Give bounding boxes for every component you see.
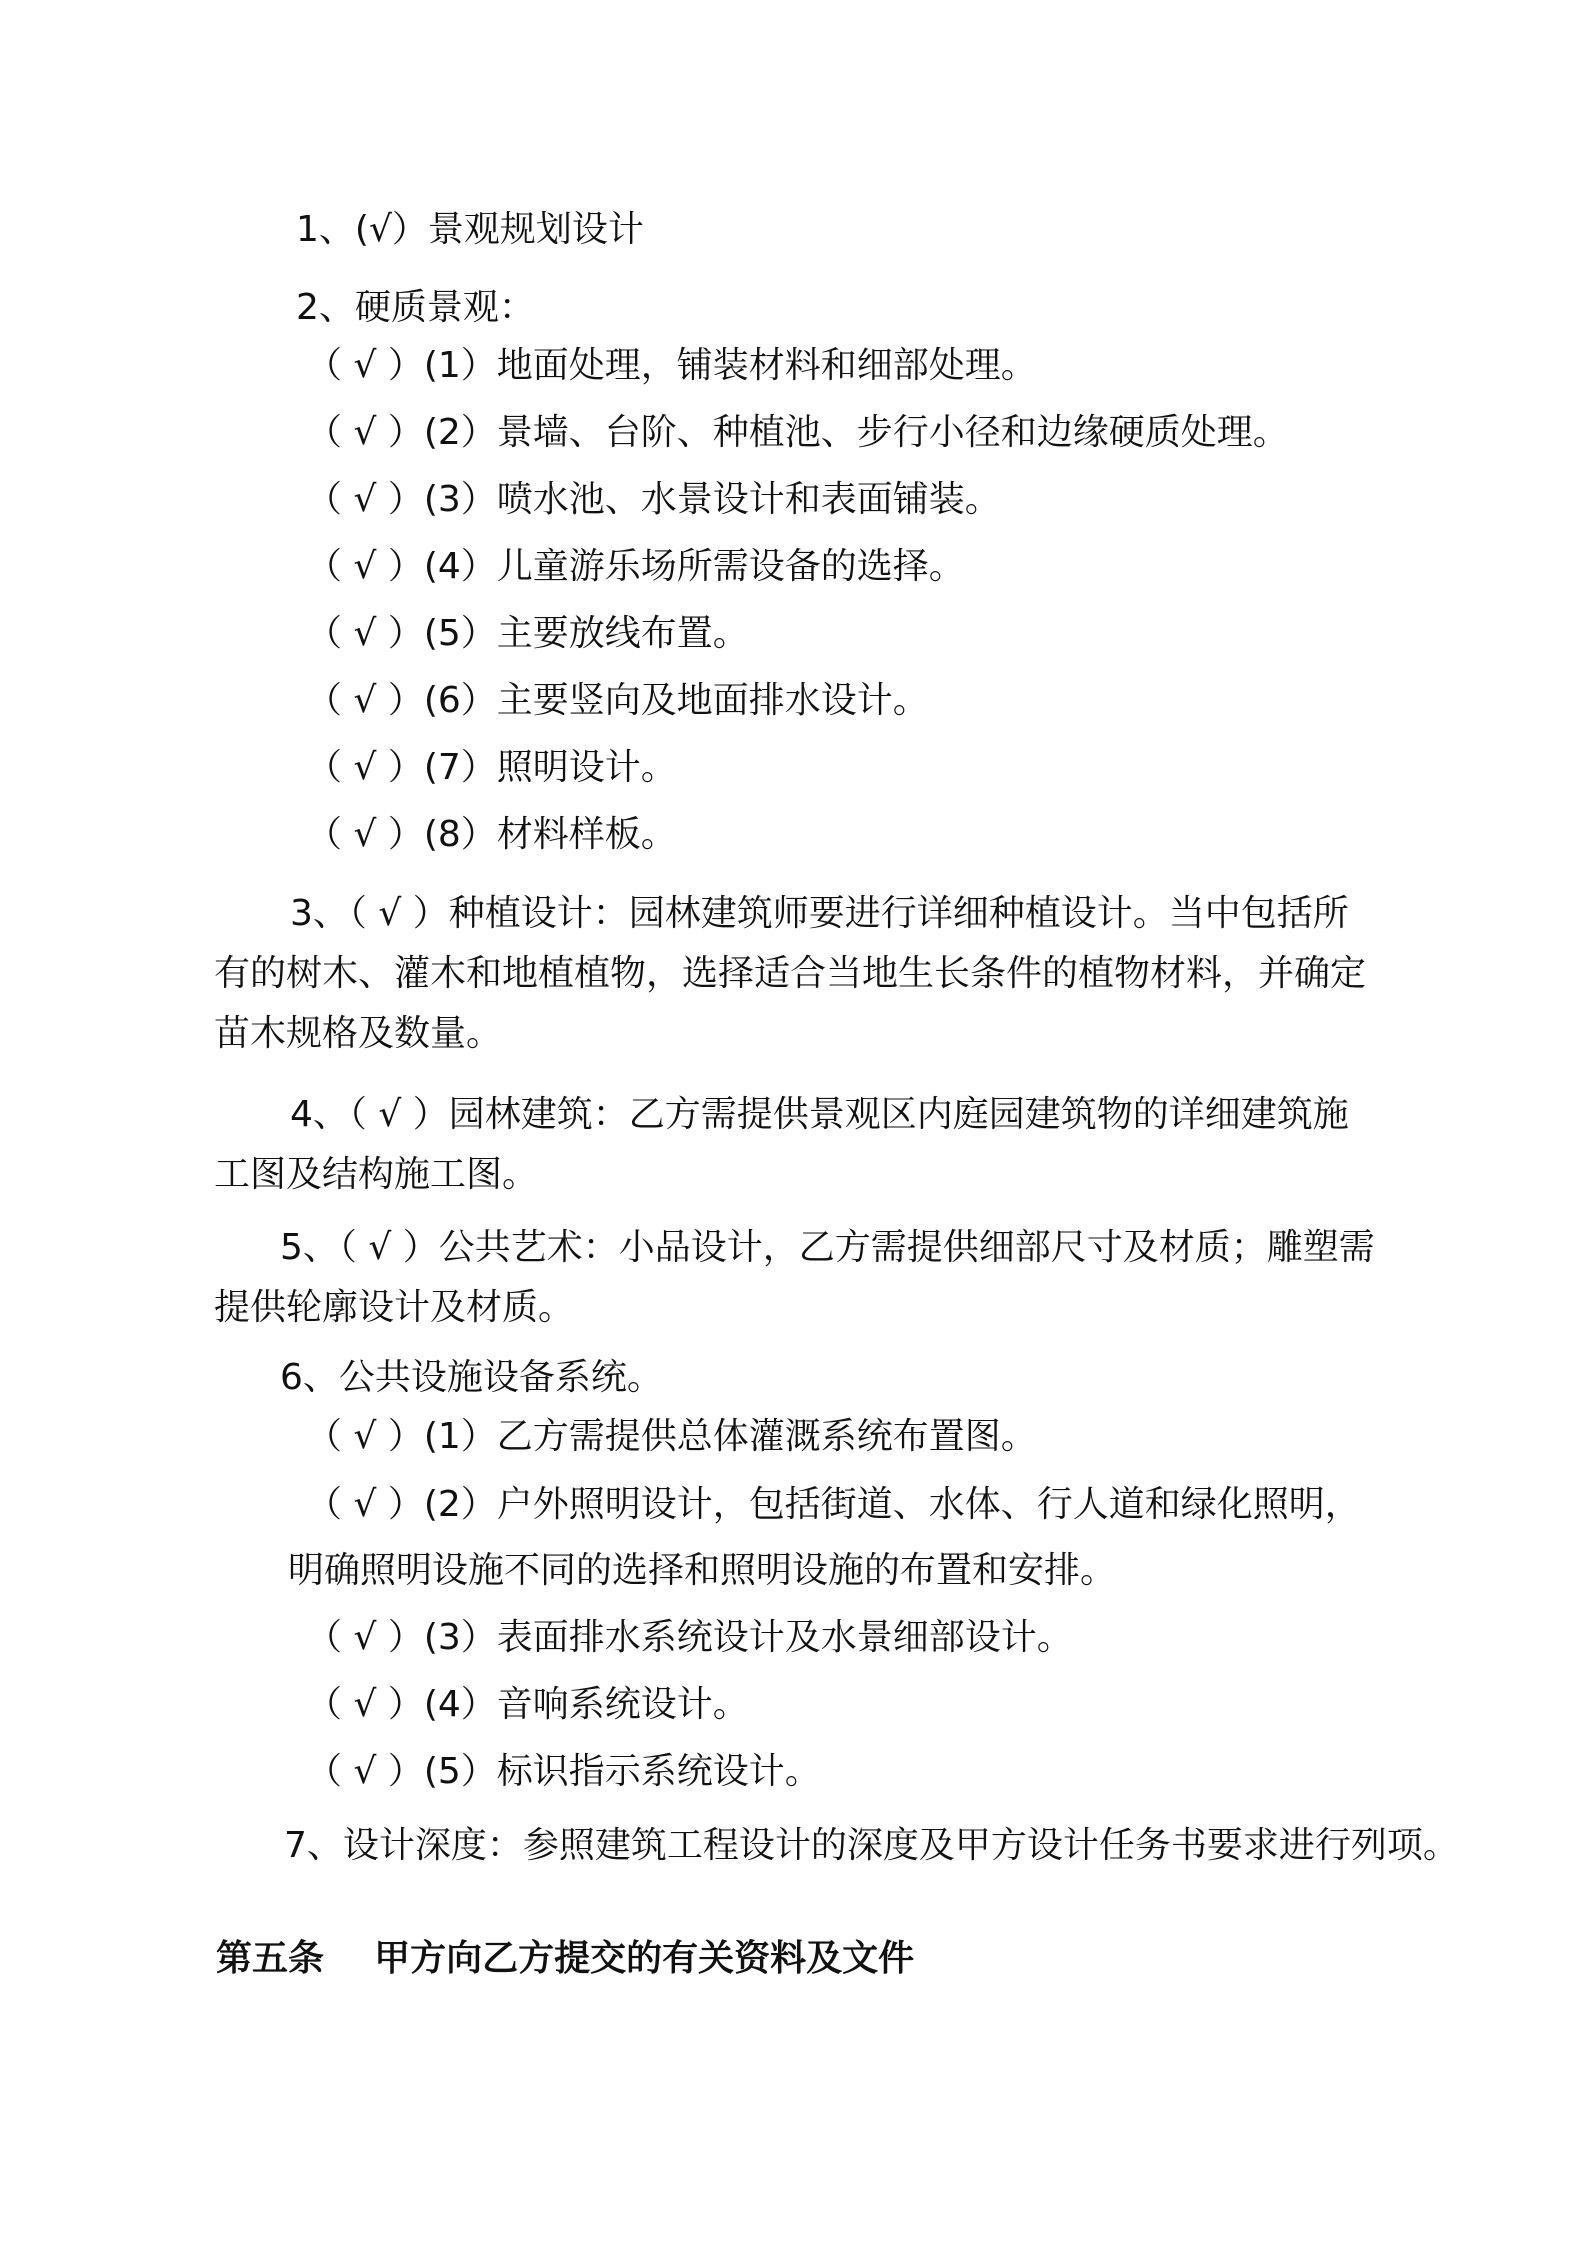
item-7: 7、设计深度：参照建筑工程设计的深度及甲方设计任务书要求进行列项。: [284, 1825, 1459, 1866]
item-5: 5、（ √ ）公共艺术：小品设计，乙方需提供细部尺寸及材质；雕塑需提供轮廓设计及材质。: [214, 1227, 1375, 1328]
item-2-sub-5: （ √ ）(5）主要放线布置。: [306, 613, 749, 654]
item-1: 1、(√）景观规划设计: [296, 209, 644, 250]
item-6-heading: 6、公共设施设备系统。: [280, 1357, 663, 1398]
item-6-sub-2: （ √ ）(2）户外照明设计，包括街道、水体、行人道和绿化照明，明确照明设施不同的选择和照明设施的布置和安排。: [288, 1484, 1361, 1591]
item-6-sub-1: （ √ ）(1）乙方需提供总体灌溉系统布置图。: [306, 1416, 1037, 1457]
item-2-sub-2: （ √ ）(2）景墙、台阶、种植池、步行小径和边缘硬质处理。: [306, 412, 1289, 453]
item-2-sub-1: （ √ ）(1）地面处理，铺装材料和细部处理。: [306, 345, 1037, 386]
item-2-sub-3: （ √ ）(3）喷水池、水景设计和表面铺装。: [306, 479, 1001, 520]
item-3: 3、（ √ ）种植设计：园林建筑师要进行详细种植设计。当中包括所有的树木、灌木和地植植物，选择适合当地生长条件的植物材料，并确定苗木规格及数量。: [214, 893, 1367, 1054]
item-6-sub-3: （ √ ）(3）表面排水系统设计及水景细部设计。: [306, 1617, 1073, 1658]
item-2-sub-4: （ √ ）(4）儿童游乐场所需设备的选择。: [306, 546, 965, 587]
item-6-sub-5: （ √ ）(5）标识指示系统设计。: [306, 1751, 821, 1792]
item-4: 4、（ √ ）园林建筑：乙方需提供景观区内庭园建筑物的详细建筑施工图及结构施工图。: [214, 1094, 1349, 1195]
item-2-sub-8: （ √ ）(8）材料样板。: [306, 814, 677, 855]
item-2-sub-6: （ √ ）(6）主要竖向及地面排水设计。: [306, 680, 929, 721]
item-2-sub-7: （ √ ）(7）照明设计。: [306, 747, 677, 788]
section-heading: 第五条 甲方向乙方提交的有关资料及文件: [216, 1938, 915, 1979]
item-2-heading: 2、硬质景观：: [296, 287, 535, 328]
item-6-sub-4: （ √ ）(4）音响系统设计。: [306, 1684, 749, 1725]
